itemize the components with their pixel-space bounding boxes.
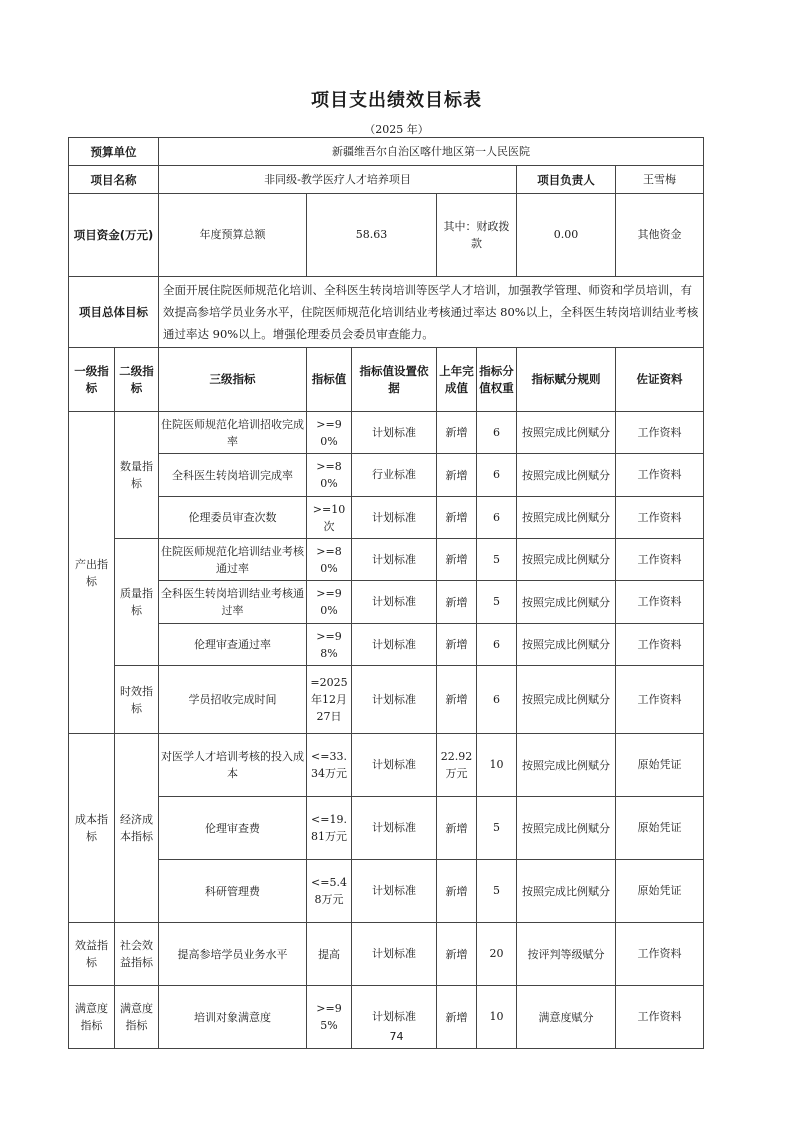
header-evidence: 佐证资料 [616, 348, 704, 412]
indicator-value: >=80% [307, 454, 352, 497]
indicator-rule: 按照完成比例赋分 [517, 454, 616, 497]
indicator-evidence: 原始凭证 [616, 734, 704, 797]
indicator-rule: 按照完成比例赋分 [517, 860, 616, 923]
header-weight: 指标分值权重 [477, 348, 517, 412]
indicator-name: 伦理审查通过率 [159, 624, 307, 666]
table-row [69, 412, 704, 454]
annual-value: 58.63 [307, 194, 437, 277]
indicator-last: 22.92万元 [437, 734, 477, 797]
indicator-evidence: 原始凭证 [616, 860, 704, 923]
indicator-evidence: 原始凭证 [616, 797, 704, 860]
subgroup-label: 时效指标 [115, 666, 159, 734]
indicator-value: >=95% [307, 986, 352, 1049]
indicator-evidence: 工作资料 [616, 412, 704, 454]
subgroup-label: 数量指标 [115, 412, 159, 539]
unit-value: 新疆维吾尔自治区喀什地区第一人民医院 [159, 138, 704, 166]
indicator-weight: 10 [477, 734, 517, 797]
indicator-last: 新增 [437, 666, 477, 734]
owner-value: 王雪梅 [616, 166, 704, 194]
project-label: 项目名称 [69, 166, 159, 194]
indicator-value: <=5.48万元 [307, 860, 352, 923]
table-row [69, 797, 704, 860]
indicator-last: 新增 [437, 986, 477, 1049]
indicator-weight: 10 [477, 986, 517, 1049]
goal-text: 全面开展住院医师规范化培训、全科医生转岗培训等医学人才培训，加强教学管理、师资和学员培训，有效提高参培学员业务水平，住院医师规范化培训结业考核通过率达 80%以上，全科医生转岗培训结业考核通过率达 90%以上。增强伦理委员会委员审查能力。 [159, 277, 704, 348]
goal-row [69, 277, 704, 348]
table-row [69, 666, 704, 734]
indicator-evidence: 工作资料 [616, 454, 704, 497]
goal-label: 项目总体目标 [69, 277, 159, 348]
header-rule: 指标赋分规则 [517, 348, 616, 412]
indicator-rule: 按照完成比例赋分 [517, 497, 616, 539]
indicator-weight: 6 [477, 624, 517, 666]
header-row [69, 348, 704, 412]
indicator-rule: 满意度赋分 [517, 986, 616, 1049]
indicator-value: <=19.81万元 [307, 797, 352, 860]
indicator-name: 伦理审查费 [159, 797, 307, 860]
indicator-name: 伦理委员审查次数 [159, 497, 307, 539]
indicator-name: 科研管理费 [159, 860, 307, 923]
header-l2: 二级指标 [115, 348, 159, 412]
indicator-weight: 6 [477, 454, 517, 497]
indicator-name: 提高参培学员业务水平 [159, 923, 307, 986]
indicator-weight: 5 [477, 581, 517, 624]
indicator-evidence: 工作资料 [616, 539, 704, 581]
group-label: 效益指标 [69, 923, 115, 986]
performance-table [68, 137, 704, 1049]
funds-row [69, 194, 704, 277]
indicator-basis: 计划标准 [352, 539, 437, 581]
subgroup-label: 质量指标 [115, 539, 159, 666]
indicator-last: 新增 [437, 497, 477, 539]
indicator-evidence: 工作资料 [616, 581, 704, 624]
indicator-value: <=33.34万元 [307, 734, 352, 797]
indicator-last: 新增 [437, 539, 477, 581]
indicator-name: 对医学人才培训考核的投入成本 [159, 734, 307, 797]
indicator-basis: 计划标准 [352, 797, 437, 860]
indicator-evidence: 工作资料 [616, 986, 704, 1049]
table-row [69, 581, 704, 624]
indicator-weight: 5 [477, 860, 517, 923]
table-row [69, 923, 704, 986]
indicator-weight: 6 [477, 412, 517, 454]
indicator-basis: 计划标准 [352, 581, 437, 624]
subgroup-label: 经济成本指标 [115, 734, 159, 923]
project-value: 非同级-教学医疗人才培养项目 [159, 166, 517, 194]
indicator-basis: 计划标准 [352, 860, 437, 923]
table-row [69, 860, 704, 923]
table-row [69, 734, 704, 797]
table-row [69, 454, 704, 497]
group-label: 产出指标 [69, 412, 115, 734]
header-l1: 一级指标 [69, 348, 115, 412]
indicator-basis: 计划标准 [352, 412, 437, 454]
indicator-basis: 行业标准 [352, 454, 437, 497]
indicator-basis: 计划标准 [352, 497, 437, 539]
project-row [69, 166, 704, 194]
indicator-name: 培训对象满意度 [159, 986, 307, 1049]
indicator-last: 新增 [437, 412, 477, 454]
indicator-weight: 5 [477, 539, 517, 581]
indicator-evidence: 工作资料 [616, 666, 704, 734]
indicator-weight: 20 [477, 923, 517, 986]
indicator-last: 新增 [437, 454, 477, 497]
indicator-value: >=10次 [307, 497, 352, 539]
header-value: 指标值 [307, 348, 352, 412]
indicator-rule: 按照完成比例赋分 [517, 734, 616, 797]
indicator-rule: 按照完成比例赋分 [517, 581, 616, 624]
header-basis: 指标值设置依据 [352, 348, 437, 412]
indicator-basis: 计划标准 [352, 734, 437, 797]
annual-label: 年度预算总额 [159, 194, 307, 277]
other-label: 其他资金 [616, 194, 704, 277]
indicator-evidence: 工作资料 [616, 497, 704, 539]
unit-row [69, 138, 704, 166]
indicator-rule: 按照完成比例赋分 [517, 539, 616, 581]
indicator-value: >=80% [307, 539, 352, 581]
indicator-rule: 按照完成比例赋分 [517, 666, 616, 734]
document-year: （2025 年） [364, 123, 429, 136]
table-row [69, 539, 704, 581]
indicator-value: >=98% [307, 624, 352, 666]
header-last: 上年完成值 [437, 348, 477, 412]
document-title: 项目支出绩效目标表 [311, 90, 482, 111]
indicator-basis: 计划标准 [352, 986, 437, 1049]
indicator-name: 住院医师规范化培训招收完成率 [159, 412, 307, 454]
indicator-value: 提高 [307, 923, 352, 986]
header-l3: 三级指标 [159, 348, 307, 412]
indicator-rule: 按照完成比例赋分 [517, 624, 616, 666]
group-label: 满意度指标 [69, 986, 115, 1049]
indicator-basis: 计划标准 [352, 923, 437, 986]
owner-label: 项目负责人 [517, 166, 616, 194]
indicator-basis: 计划标准 [352, 624, 437, 666]
group-label: 成本指标 [69, 734, 115, 923]
subgroup-label: 社会效益指标 [115, 923, 159, 986]
indicator-name: 全科医生转岗培训结业考核通过率 [159, 581, 307, 624]
indicator-last: 新增 [437, 581, 477, 624]
indicator-evidence: 工作资料 [616, 624, 704, 666]
indicator-value: >=90% [307, 412, 352, 454]
indicator-weight: 5 [477, 797, 517, 860]
indicator-weight: 6 [477, 497, 517, 539]
indicator-last: 新增 [437, 923, 477, 986]
table-row [69, 624, 704, 666]
subgroup-label: 满意度指标 [115, 986, 159, 1049]
indicator-name: 全科医生转岗培训完成率 [159, 454, 307, 497]
indicator-rule: 按照完成比例赋分 [517, 412, 616, 454]
unit-label: 预算单位 [69, 138, 159, 166]
indicator-evidence: 工作资料 [616, 923, 704, 986]
indicator-rule: 按照完成比例赋分 [517, 797, 616, 860]
indicator-weight: 6 [477, 666, 517, 734]
indicator-rule: 按评判等级赋分 [517, 923, 616, 986]
fiscal-label: 其中：财政拨款 [437, 194, 517, 277]
table-row [69, 497, 704, 539]
indicator-name: 学员招收完成时间 [159, 666, 307, 734]
indicator-last: 新增 [437, 860, 477, 923]
indicator-value: >=90% [307, 581, 352, 624]
indicator-last: 新增 [437, 624, 477, 666]
page-number: 74 [389, 1030, 404, 1043]
indicator-value: =2025年12月27日 [307, 666, 352, 734]
indicator-basis: 计划标准 [352, 666, 437, 734]
indicator-name: 住院医师规范化培训结业考核通过率 [159, 539, 307, 581]
funds-label: 项目资金(万元) [69, 194, 159, 277]
indicator-last: 新增 [437, 797, 477, 860]
fiscal-value: 0.00 [517, 194, 616, 277]
